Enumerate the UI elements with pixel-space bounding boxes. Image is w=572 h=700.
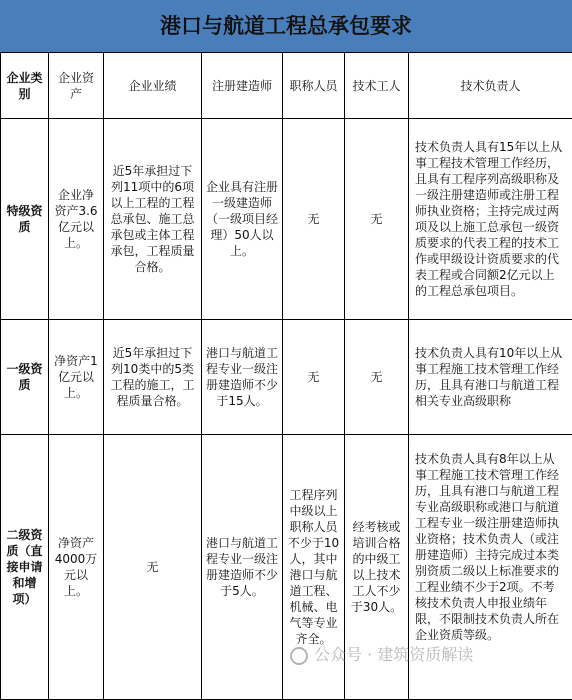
constructor-cell: 企业具有注册一级建造师（一级项目经理）50人以上。 (202, 119, 283, 320)
header-assets: 企业资产 (49, 53, 104, 119)
performance-cell: 近5年承担过下列10类中的5类工程的施工，工程质量合格。 (104, 320, 202, 435)
assets-cell: 净资产1亿元以上。 (49, 320, 104, 435)
assets-cell: 净资产4000万元以上。 (49, 435, 104, 700)
titled-staff-cell: 工程序列中级以上职称人员不少于10人，其中港口与航道工程、机械、电气等专业齐全。 (283, 435, 345, 700)
performance-cell: 近5年承担过下列11项中的6项以上工程的工程总承包、施工总承包或主体工程承包，工程质量合格。 (104, 119, 202, 320)
header-constructor: 注册建造师 (202, 53, 283, 119)
header-technicians: 技术工人 (345, 53, 409, 119)
header-titled-staff: 职称人员 (283, 53, 345, 119)
performance-cell: 无 (104, 435, 202, 700)
category-cell: 特级资质 (1, 119, 49, 320)
technicians-cell: 无 (345, 119, 409, 320)
requirements-table (0, 52, 572, 700)
header-performance: 企业业绩 (104, 53, 202, 119)
technicians-cell: 经考核或培训合格的中级工以上技术工人不少于30人。 (345, 435, 409, 700)
tech-leader-cell: 技术负责人具有15年以上从事工程技术管理工作经历，且具有工程序列高级职称及一级注册建造师或注册工程师执业资格；主持完成过两项及以上施工总承包一级资质要求的代表工程的技术工作或甲级设计资质要求的代表工程或合同额2亿元以上的工程总承包项目。 (409, 119, 572, 320)
table-row (1, 435, 572, 700)
table-title: 港口与航道工程总承包要求 (0, 0, 572, 53)
constructor-cell: 港口与航道工程专业一级注册建造师不少于15人。 (202, 320, 283, 435)
table-row (1, 119, 572, 320)
watermark-text: 公众号 · 建筑资质解读 (314, 645, 473, 664)
assets-cell: 企业净资产3.6亿元以上。 (49, 119, 104, 320)
category-cell: 二级资质（直接申请和增项） (1, 435, 49, 700)
titled-staff-cell: 无 (283, 119, 345, 320)
constructor-cell: 港口与航道工程专业一级注册建造师不少于5人。 (202, 435, 283, 700)
tech-leader-cell: 技术负责人具有8年以上从事工程施工技术管理工作经历，且具有港口与航道工程专业高级职称或港口与航道工程专业一级注册建造师执业资格；技术负责人（或注册建造师）主持完成过本类别资质二级以上标准要求的工程业绩不少于2项。不考核技术负责人申报业绩年限，不限制技术负责人所在企业资质等级。 (409, 435, 572, 700)
header-row (1, 53, 572, 119)
tech-leader-cell: 技术负责人具有10年以上从事工程施工技术管理工作经历，且具有港口与航道工程相关专业高级职称 (409, 320, 572, 435)
table-row (1, 320, 572, 435)
category-cell: 一级资质 (1, 320, 49, 435)
technicians-cell: 无 (345, 320, 409, 435)
titled-staff-cell: 无 (283, 320, 345, 435)
header-category: 企业类别 (1, 53, 49, 119)
header-tech-leader: 技术负责人 (409, 53, 572, 119)
